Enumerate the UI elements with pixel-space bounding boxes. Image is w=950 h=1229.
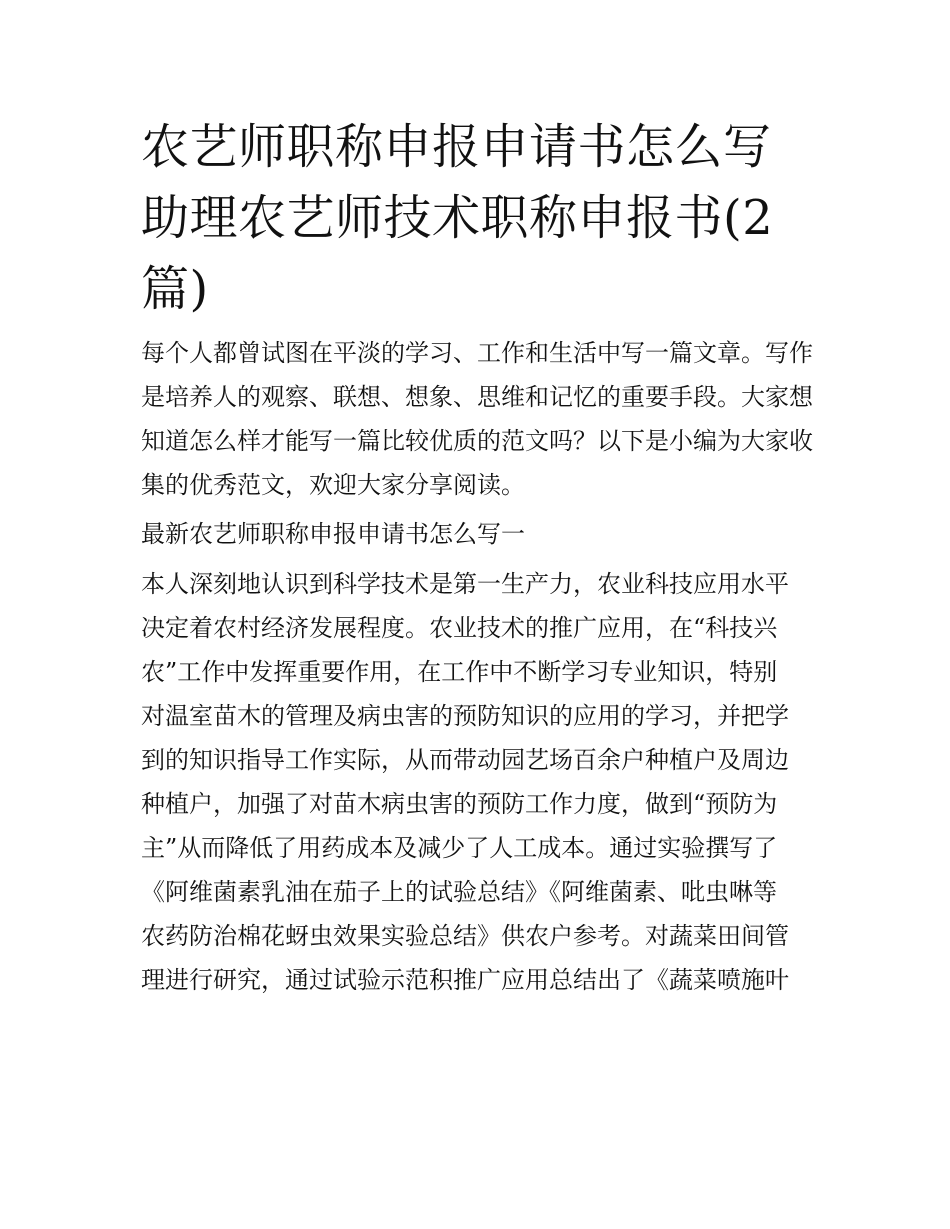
body-line: 种植户，加强了对苗木病虫害的预防工作力度，做到“预防为 xyxy=(141,790,778,818)
body-line: 农药防治棉花蚜虫效果实验总结》供农户参考。对蔬菜田间管 xyxy=(141,922,789,950)
document-page xyxy=(141,112,813,1002)
body-line: 农”工作中发挥重要作用，在工作中不断学习专业知识，特别 xyxy=(141,658,778,686)
intro-paragraph: 每个人都曾试图在平淡的学习、工作和生活中写一篇文章。写作是培养人的观察、联想、想象、思维和记忆的重要手段。大家想知道怎么样才能写一篇比较优质的范文吗？以下是小编为大家收集的优秀范文，欢迎大家分享阅读。 xyxy=(141,339,813,499)
body-line: 到的知识指导工作实际，从而带动园艺场百余户种植户及周边 xyxy=(141,746,789,774)
document-title: 农艺师职称申报申请书怎么写助理农艺师技术职称申报书(2篇) xyxy=(141,119,774,317)
section-heading: 最新农艺师职称申报申请书怎么写一 xyxy=(141,520,525,548)
body-line: 对温室苗木的管理及病虫害的预防知识的应用的学习，并把学 xyxy=(141,702,789,730)
body-line: 《阿维菌素乳油在茄子上的试验总结》《阿维菌素、吡虫啉等 xyxy=(141,878,777,906)
body-paragraph xyxy=(141,562,813,1002)
body-line: 理进行研究，通过试验示范积推广应用总结出了《蔬菜喷施叶 xyxy=(141,966,789,994)
body-line: 主”从而降低了用药成本及减少了人工成本。通过实验撰写了 xyxy=(141,834,778,862)
body-line: 本人深刻地认识到科学技术是第一生产力，农业科技应用水平 xyxy=(141,570,789,598)
body-line: 决定着农村经济发展程度。农业技术的推广应用，在“科技兴 xyxy=(141,614,778,642)
